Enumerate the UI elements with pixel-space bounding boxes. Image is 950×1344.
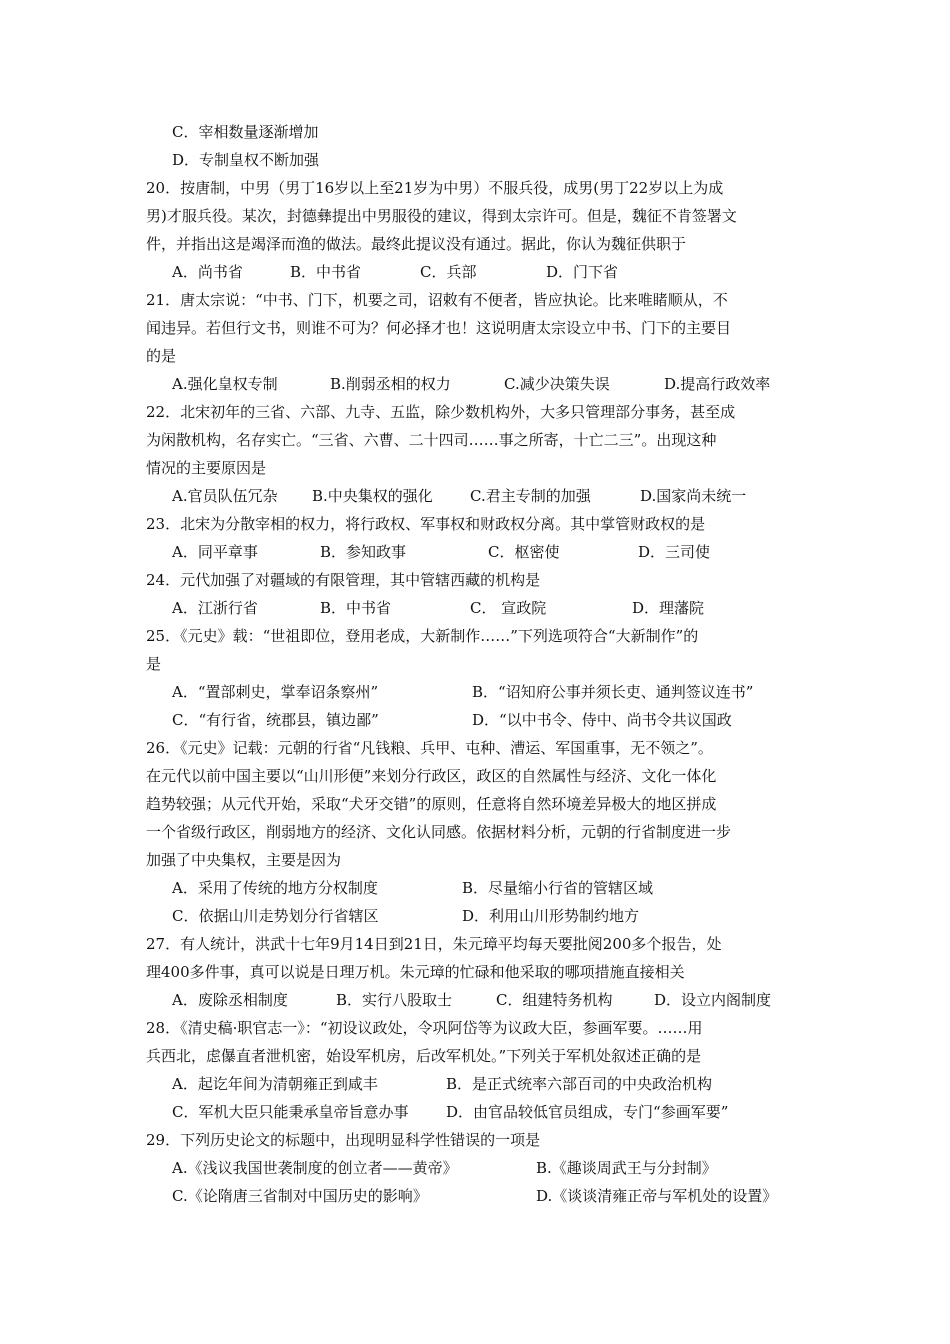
q29-option-d: D.《谈谈清雍正帝与军机处的设置》 — [536, 1187, 778, 1205]
q22-option-c: C.君主专制的加强 — [470, 487, 591, 505]
q21-option-c: C.减少决策失误 — [504, 375, 610, 393]
q26-stem-line-1: 26．《元史》记载：元朝的行省“凡钱粮、兵甲、屯种、漕运、军国重事，无不领之”。 — [146, 739, 713, 757]
q21-option-b: B.削弱丞相的权力 — [330, 375, 451, 393]
q26-stem-line-5: 加强了中央集权，主要是因为 — [146, 851, 342, 869]
q28-stem-line-2: 兵西北，虑儤直者泄机密，始设军机房，后改军机处。”下列关于军机处叙述正确的是 — [146, 1047, 702, 1065]
q27-option-d: D．设立内阁制度 — [654, 991, 772, 1009]
q21-option-d: D.提高行政效率 — [664, 375, 771, 393]
q20-option-a: A．尚书省 — [172, 263, 243, 281]
q22-option-b: B.中央集权的强化 — [312, 487, 433, 505]
q22-stem-line-1: 22．北宋初年的三省、六部、九寺、五监，除少数机构外，大多只管理部分事务，甚至成 — [146, 403, 736, 421]
q21-stem-line-1: 21．唐太宗说：“中书、门下，机要之司，诏敕有不便者，皆应执论。比来唯睹顺从，不 — [146, 291, 728, 309]
q29-stem-line-1: 29．下列历史论文的标题中，出现明显科学性错误的一项是 — [146, 1131, 541, 1149]
q28-stem-line-1: 28．《清史稿·职官志一》：“初设议政处，令巩阿岱等为议政大臣，参画军要。……用 — [146, 1019, 703, 1037]
q27-option-b: B．实行八股取士 — [336, 991, 453, 1009]
q25-option-c: C．“有行省，统郡县，镇边鄙” — [172, 711, 379, 729]
q20-stem-line-3: 件，并指出这是竭泽而渔的做法。最终此提议没有通过。据此，你认为魏征供职于 — [146, 235, 687, 253]
q20-stem-line-1: 20．按唐制，中男（男丁16岁以上至21岁为中男）不服兵役，成男(男丁22岁以上为成 — [146, 179, 724, 197]
q20-option-c: C．兵部 — [420, 263, 477, 281]
q29-option-c: C.《论隋唐三省制对中国历史的影响》 — [172, 1187, 428, 1205]
q22-option-a: A.官员队伍冗杂 — [172, 487, 278, 505]
q23-option-b: B．参知政事 — [320, 543, 407, 561]
q25-stem-line-2: 是 — [146, 655, 162, 673]
q20-option-d: D．门下省 — [546, 263, 619, 281]
q28-option-b: B．是正式统率六部百司的中央政治机构 — [446, 1075, 713, 1093]
q23-stem-line-1: 23．北宋为分散宰相的权力，将行政权、军事权和财政权分离。其中掌管财政权的是 — [146, 515, 706, 533]
q22-stem-line-3: 情况的主要原因是 — [146, 459, 267, 477]
q19-option-c: C．宰相数量逐渐增加 — [172, 123, 319, 141]
q19-option-d: D．专制皇权不断加强 — [172, 151, 320, 169]
q29-option-a: A.《浅议我国世袭制度的创立者——黄帝》 — [172, 1159, 458, 1177]
q24-option-b: B．中书省 — [320, 599, 392, 617]
q24-stem-line-1: 24．元代加强了对疆域的有限管理，其中管辖西藏的机构是 — [146, 571, 541, 589]
q26-stem-line-4: 一个省级行政区，削弱地方的经济、文化认同感。依据材料分析，元朝的行省制度进一步 — [146, 823, 732, 841]
q26-option-b: B．尽量缩小行省的管辖区域 — [462, 879, 654, 897]
q26-stem-line-3: 趋势较强；从元代开始，采取“犬牙交错”的原则，任意将自然环境差异极大的地区拼成 — [146, 795, 717, 813]
q25-option-b: B．“诏知府公事并须长吏、通判签议连书” — [472, 683, 754, 701]
q26-option-c: C．依据山川走势划分行省辖区 — [172, 907, 379, 925]
q21-option-a: A.强化皇权专制 — [172, 375, 278, 393]
q24-option-c: C． 宣政院 — [470, 599, 547, 617]
q23-option-d: D．三司使 — [638, 543, 711, 561]
q26-option-d: D．利用山川形势制约地方 — [462, 907, 640, 925]
q25-stem-line-1: 25．《元史》载：“世祖即位，登用老成，大新制作……”下列选项符合“大新制作”的 — [146, 627, 699, 645]
q21-stem-line-2: 闻违异。若但行文书，则谁不可为？何必择才也！这说明唐太宗设立中书、门下的主要目 — [146, 319, 732, 337]
q25-option-a: A．“置部刺史，掌奉诏条察州” — [172, 683, 379, 701]
q28-option-a: A．起讫年间为清朝雍正到咸丰 — [172, 1075, 378, 1093]
q20-option-b: B．中书省 — [290, 263, 362, 281]
q27-option-a: A．废除丞相制度 — [172, 991, 288, 1009]
q24-option-d: D．理藩院 — [632, 599, 705, 617]
q23-option-a: A．同平章事 — [172, 543, 258, 561]
q26-stem-line-2: 在元代以前中国主要以“山川形便”来划分行政区，政区的自然属性与经济、文化一体化 — [146, 767, 717, 785]
q29-option-b: B.《趣谈周武王与分封制》 — [536, 1159, 717, 1177]
q27-stem-line-1: 27．有人统计，洪武十七年9月14日到21日，朱元璋平均每天要批阅200多个报告，处 — [146, 935, 722, 953]
q25-option-d: D．“以中书令、侍中、尚书令共议国政 — [472, 711, 732, 729]
q24-option-a: A．江浙行省 — [172, 599, 258, 617]
q23-option-c: C．枢密使 — [488, 543, 560, 561]
q22-stem-line-2: 为闲散机构，名存实亡。“三省、六曹、二十四司……事之所寄，十亡二三”。出现这种 — [146, 431, 717, 449]
q20-stem-line-2: 男)才服兵役。某次，封德彝提出中男服役的建议，得到太宗许可。但是，魏征不肯签署文 — [146, 207, 737, 225]
q26-option-a: A．采用了传统的地方分权制度 — [172, 879, 378, 897]
q28-option-c: C．军机大臣只能秉承皇帝旨意办事 — [172, 1103, 409, 1121]
q28-option-d: D．由官品较低官员组成，专门“参画军要” — [446, 1103, 729, 1121]
q21-stem-line-3: 的是 — [146, 347, 177, 365]
q22-option-d: D.国家尚未统一 — [640, 487, 747, 505]
q27-stem-line-2: 理400多件事，真可以说是日理万机。朱元璋的忙碌和他采取的哪项措施直接相关 — [146, 963, 685, 981]
q27-option-c: C．组建特务机构 — [496, 991, 613, 1009]
